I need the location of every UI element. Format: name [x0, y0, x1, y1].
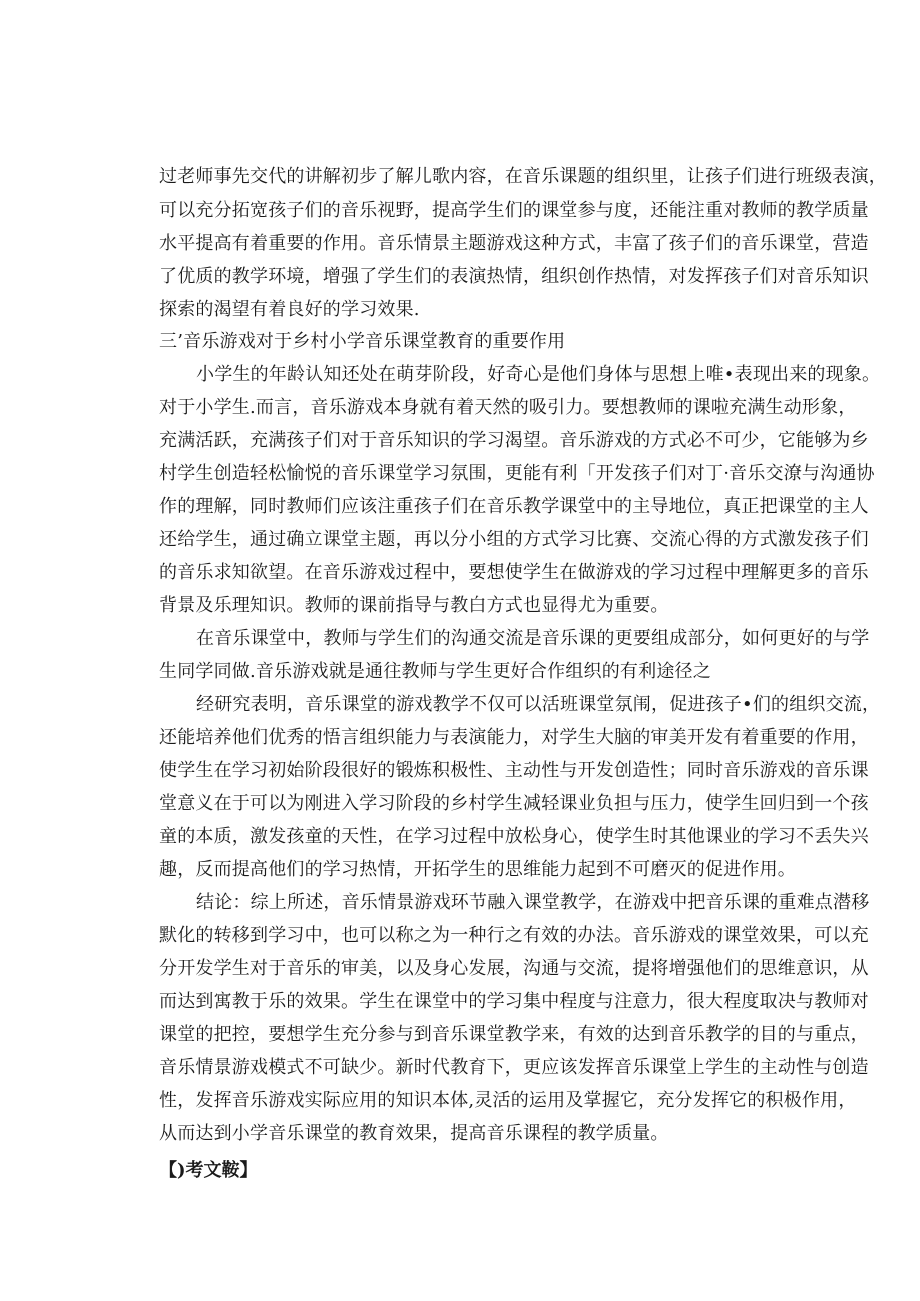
paragraph-4-line-5: 童的本质，激发孩童的天性，在学习过程中放松身心，使学生时其他课业的学习不丢失兴: [159, 826, 869, 847]
paragraph-1-line-5: 探索的渴望有着良好的学习效果.: [159, 299, 420, 320]
paragraph-5-line-8: 从而达到小学音乐课堂的教育效果，提高音乐课程的教学质量。: [159, 1123, 669, 1144]
paragraph-2-line-6: 还给学生，通过确立课堂主题，再以分小组的方式学习比赛、交流心得的方式激发孩子们: [159, 529, 869, 550]
paragraph-2-line-3: 充满活跃，充满孩子们对于音乐知识的学习渴望。音乐游戏的方式必不可少，它能够为乡: [159, 430, 869, 451]
paragraph-4-line-1: 经研究表明，音乐课堂的游戏教学不仅可以活班课堂氛闱，促进孩子•们的组织交流，: [196, 694, 881, 715]
paragraph-1-line-4: 了优质的教学环境，增强了学生们的表演热情，组织创作热情，对发挥孩子们对音乐知识: [159, 266, 869, 287]
paragraph-2-line-7: 的音乐求知欲望。在音乐游戏过程中，要想使学生在做游戏的学习过程中理解更多的音乐: [159, 562, 869, 583]
paragraph-4-line-6: 趣，反而提高他们的学习热情，开拓学生的思维能力起到不可磨灭的促进作用。: [159, 859, 796, 880]
paragraph-2-line-8: 背景及乐理知识。教师的课前指导与教白方式也显得尤为重要。: [159, 595, 669, 616]
paragraph-4-line-4: 堂意义在于可以为刚进入学习阶段的乡村学生减轻课业负担与压力，使学生回归到一个孩: [159, 793, 869, 814]
paragraph-2-line-5: 作的理解，同时教师们应该注重孩子们在音乐教学课堂中的主导地位，真正把课堂的主人: [159, 496, 869, 517]
paragraph-5-line-6: 音乐情景游戏模式不可缺少。新时代教育下，更应该发挥音乐课堂上学生的主动性与创造: [159, 1057, 869, 1078]
paragraph-5-line-2: 默化的转移到学习中，也可以称之为一种行之有效的办法。音乐游戏的课堂效果，可以充: [159, 925, 869, 946]
paragraph-3-line-2: 生同学同做.音乐游戏就是通往教师与学生更好合作组织的有利途径之: [159, 661, 711, 682]
paragraph-2-line-2: 对于小学生.而言，音乐游戏本身就有着天然的吸引力。要想教师的课啦充满生动形象，: [159, 397, 857, 418]
references-heading: 【)考文鞍】: [159, 1160, 258, 1181]
paragraph-2-line-1: 小学生的年龄认知还处在萌芽阶段，好奇心是他们身体与思想上唯•表现出来的现象。: [196, 364, 881, 385]
paragraph-4-line-2: 还能培养他们优秀的悟言组织能力与表演能力，对学生大脑的审美开发有着重要的作用，: [159, 727, 869, 748]
paragraph-5-line-4: 而达到寓教于乐的效果。学生在课堂中的学习集中程度与注意力，很大程度取决与教师对: [159, 991, 869, 1012]
paragraph-5-line-7: 性，发挥音乐游戏实际应用的知识本体,灵活的运用及掌握它，充分发挥它的积极作用，: [159, 1090, 857, 1111]
paragraph-1-line-3: 水平提高有着重要的作用。音乐情景主题游戏这种方式，丰富了孩子们的音乐课堂，营造: [159, 233, 869, 254]
paragraph-5-line-1: 结论：综上所述，音乐情景游戏环节融入课堂教学，在游戏中把音乐课的重难点潜移: [196, 892, 870, 913]
paragraph-3-line-1: 在音乐课堂中，教师与学生们的沟通交流是音乐课的更要组成部分，如何更好的与学: [196, 628, 870, 649]
paragraph-1-line-2: 可以充分拓宽孩子们的音乐视野，提高学生们的课堂参与度，还能注重对教师的教学质量: [159, 200, 869, 221]
section-heading: 三’音乐游戏对于乡村小学音乐课堂教育的重要作用: [159, 331, 566, 352]
paragraph-1-line-1: 过老师事先交代的讲解初步了解儿歌内容，在音乐课题的组织里，让孩子们进行班级表演，: [159, 166, 887, 187]
paragraph-2-line-4: 村学生创造轻松愉悦的音乐课堂学习氛围，更能有利「开发孩子们对丁·音乐交潦与沟通协: [159, 463, 875, 484]
paragraph-5-line-3: 分开发学生对于音乐的审美，以及身心发展，沟通与交流，提将增强他们的思维意识，从: [159, 958, 869, 979]
paragraph-5-line-5: 课堂的把控，要想学生充分参与到音乐课堂教学来，有效的达到音乐教学的目的与重点，: [159, 1024, 869, 1045]
paragraph-4-line-3: 使学生在学习初始阶段很好的锻炼积极性、主动性与开发创造性；同时音乐游戏的音乐课: [159, 760, 869, 781]
